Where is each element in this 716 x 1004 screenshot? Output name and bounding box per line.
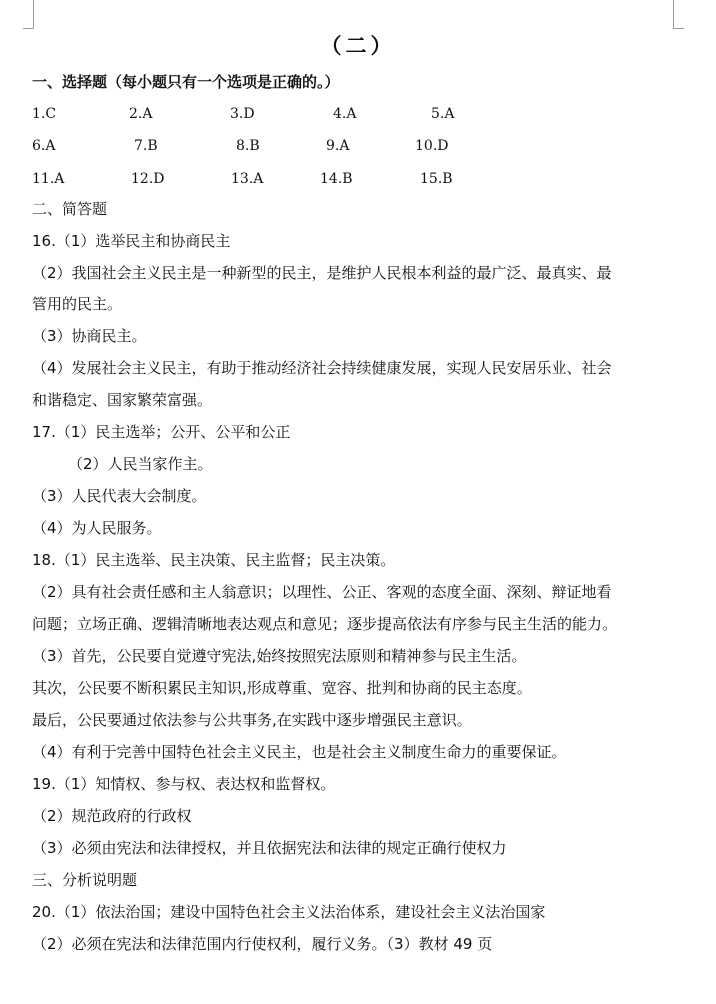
answer-line: 20.（1）依法治国；建设中国特色社会主义法治体系，建设社会主义法治国家 <box>32 903 546 921</box>
answer-line: 其次，公民要不断积累民主知识,形成尊重、宽容、批判和协商的民主态度。 <box>32 679 532 697</box>
answer-line: 最后，公民要通过依法参与公共事务,在实践中逐步增强民主意识。 <box>32 711 472 729</box>
section-heading-analysis: 三、分析说明题 <box>32 871 138 889</box>
choice-answer: 6.A <box>32 138 56 154</box>
choice-answer: 3.D <box>230 106 255 122</box>
answer-line: 和谐稳定、国家繁荣富强。 <box>32 391 213 409</box>
choice-answer: 9.A <box>326 138 350 154</box>
choice-answer: 12.D <box>131 171 165 187</box>
answer-line: （4）为人民服务。 <box>32 519 162 537</box>
answer-line: 19.（1）知情权、参与权、表达权和监督权。 <box>32 775 336 793</box>
choice-answer: 14.B <box>320 171 353 187</box>
answer-line: （2）人民当家作主。 <box>68 455 213 473</box>
header-corner-mark-left <box>23 0 34 29</box>
choice-answer: 11.A <box>32 171 65 187</box>
header-corner-mark-right <box>673 0 684 29</box>
answer-line: 17.（1）民主选举；公开、公平和公正 <box>32 423 291 441</box>
choice-answer: 10.D <box>415 138 449 154</box>
answer-line: （2）规范政府的行政权 <box>32 807 192 825</box>
answer-line: 16.（1）选举民主和协商民主 <box>32 232 231 250</box>
answer-line: 18.（1）民主选举、民主决策、民主监督；民主决策。 <box>32 551 396 569</box>
choice-answer: 13.A <box>231 171 264 187</box>
choice-answer: 7.B <box>134 138 158 154</box>
choice-answer: 15.B <box>420 171 453 187</box>
answer-line: （3）必须由宪法和法律授权，并且依据宪法和法律的规定正确行使权力 <box>32 839 507 857</box>
page-title: （二） <box>320 34 396 58</box>
answer-line: 管用的民主。 <box>32 295 123 313</box>
answer-line: （3）首先，公民要自觉遵守宪法,始终按照宪法原则和精神参与民主生活。 <box>32 647 527 665</box>
answer-line: （2）我国社会主义民主是一种新型的民主，是维护人民根本利益的最广泛、最真实、最 <box>32 264 612 282</box>
answer-line: （2）必须在宪法和法律范围内行使权利，履行义务。（3）教材 49 页 <box>32 935 493 953</box>
choice-answer: 4.A <box>333 106 357 122</box>
answer-line: （4）有利于完善中国特色社会主义民主，也是社会主义制度生命力的重要保证。 <box>32 743 567 761</box>
answer-line: 问题；立场正确、逻辑清晰地表达观点和意见；逐步提高依法有序参与民主生活的能力。 <box>32 615 618 633</box>
answer-line: （4）发展社会主义民主，有助于推动经济社会持续健康发展，实现人民安居乐业、社会 <box>32 359 612 377</box>
choice-answer: 8.B <box>236 138 260 154</box>
answer-line: （2）具有社会责任感和主人翁意识；以理性、公正、客观的态度全面、深刻、辩证地看 <box>32 583 612 601</box>
choice-answer: 5.A <box>431 106 455 122</box>
section-heading-choice: 一、选择题（每小题只有一个选项是正确的。） <box>32 73 340 91</box>
answer-line: （3）协商民主。 <box>32 327 147 345</box>
choice-answer: 2.A <box>129 106 153 122</box>
section-heading-short-answer: 二、简答题 <box>32 200 108 218</box>
choice-answer: 1.C <box>32 106 57 122</box>
answer-line: （3）人民代表大会制度。 <box>32 487 207 505</box>
